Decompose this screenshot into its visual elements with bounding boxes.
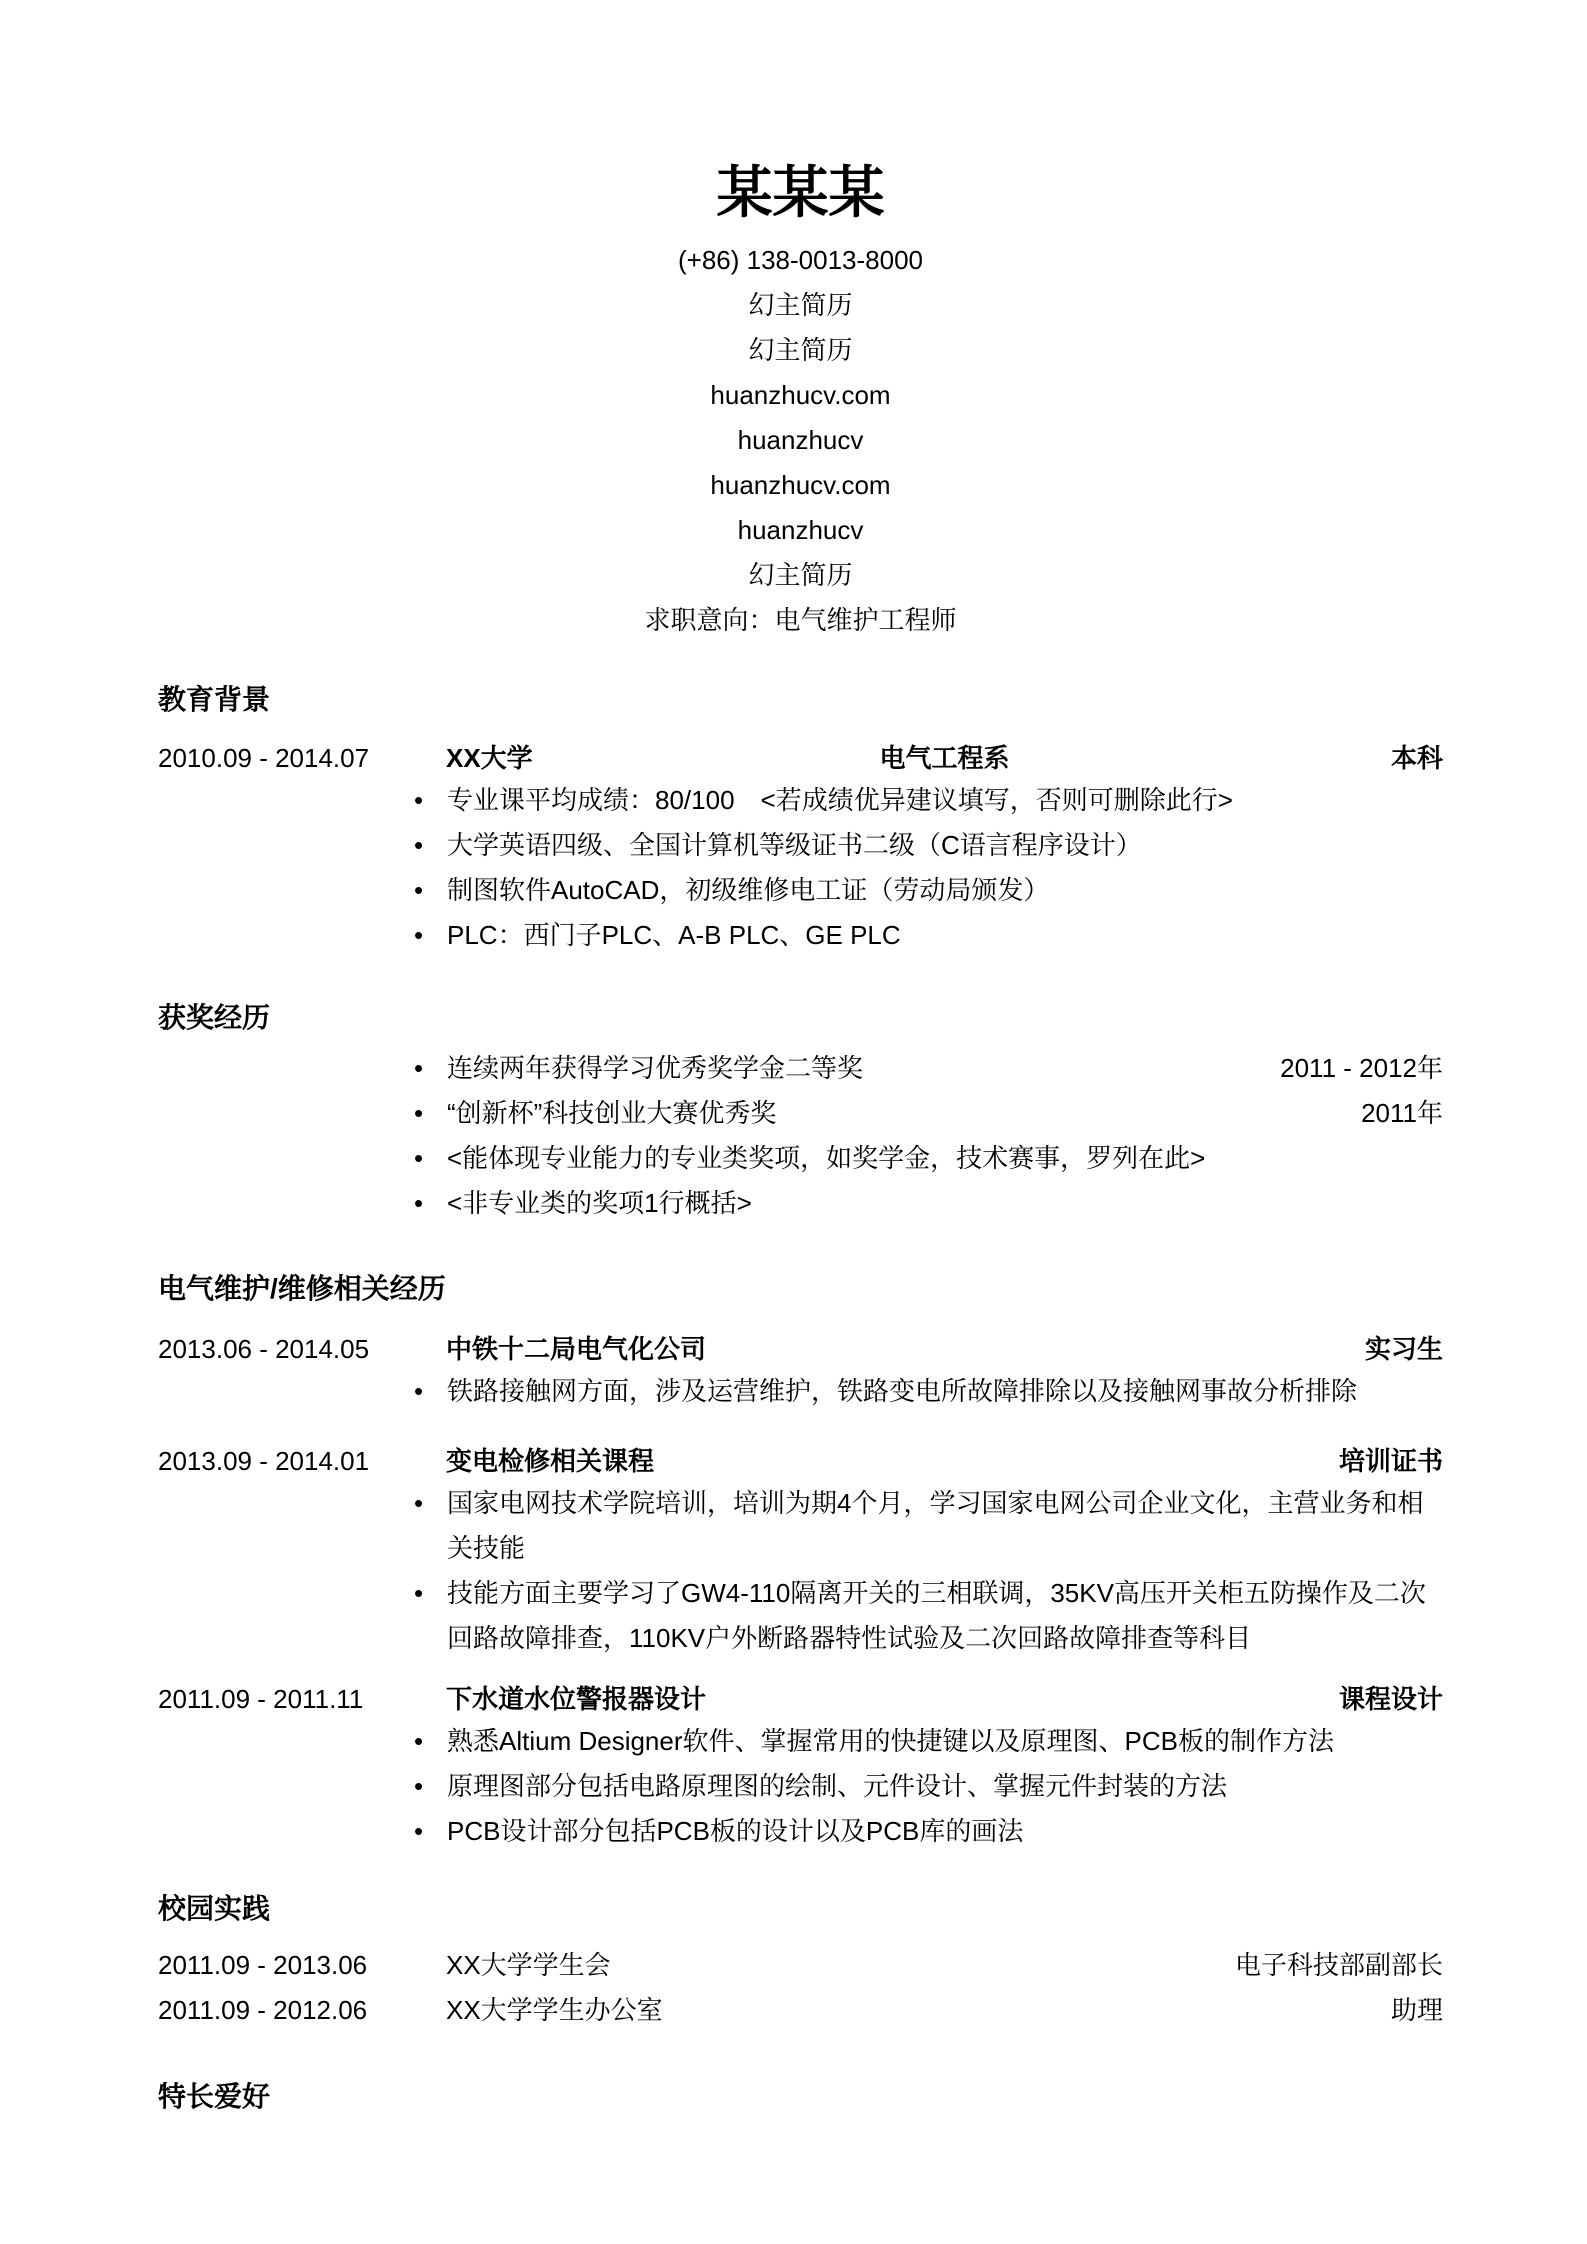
- experience-label: 实习生: [1364, 1334, 1443, 1364]
- award-text: • <能体现专业能力的专业类奖项，如奖学金，技术赛事，罗列在此>: [447, 1143, 1206, 1173]
- education-school: XX大学: [446, 743, 533, 773]
- award-item: [414, 1046, 1443, 1091]
- experience-heading: 电气维护/维修相关经历: [158, 1273, 446, 1304]
- website-handle-1: huanzhucv: [737, 425, 864, 455]
- experience-title: 变电检修相关课程: [446, 1446, 655, 1476]
- award-date: 2011 - 2012年: [1280, 1053, 1443, 1083]
- campus-title: XX大学学生办公室: [446, 1995, 663, 2025]
- experience-label: 课程设计: [1338, 1684, 1443, 1714]
- candidate-name: 某某某: [716, 161, 885, 224]
- website-url-2: huanzhucv.com: [710, 470, 891, 500]
- job-objective: 求职意向：电气维护工程师: [644, 605, 957, 635]
- experience-bullet-list: [414, 1369, 1443, 1414]
- bullet-item: • 制图软件AutoCAD，初级维修电工证（劳动局颁发）: [414, 868, 1443, 913]
- campus-entry-row: [158, 1943, 1443, 1988]
- experience-label: 培训证书: [1338, 1446, 1443, 1476]
- brand-line-3: 幻主简历: [748, 560, 853, 590]
- education-degree: 本科: [1390, 743, 1443, 773]
- section-awards: [158, 998, 1443, 1226]
- resume-header: [158, 158, 1443, 643]
- website-handle-2: huanzhucv: [737, 515, 864, 545]
- award-item: [414, 1091, 1443, 1136]
- education-date: 2010.09 - 2014.07: [158, 743, 370, 773]
- bullet-item: • 铁路接触网方面，涉及运营维护，铁路变电所故障排除以及接触网事故分析排除: [414, 1369, 1443, 1414]
- campus-date: 2011.09 - 2013.06: [158, 1950, 368, 1980]
- experience-bullet-list: [414, 1719, 1443, 1854]
- bullet-item: • 原理图部分包括电路原理图的绘制、元件设计、掌握元件封装的方法: [414, 1764, 1443, 1809]
- campus-label: 助理: [1390, 1995, 1443, 2025]
- bullet-item: • PLC：西门子PLC、A-B PLC、GE PLC: [414, 913, 1443, 958]
- campus-heading: 校园实践: [158, 1893, 271, 1924]
- bullet-item: • 专业课平均成绩：80/100 <若成绩优异建议填写，否则可删除此行>: [414, 778, 1443, 823]
- experience-date: 2013.09 - 2014.01: [158, 1446, 370, 1476]
- bullet-item: • 技能方面主要学习了GW4-110隔离开关的三相联调，35KV高压开关柜五防操作及二次回路故障排查，110KV户外断路器特性试验及二次回路故障排查等科目: [414, 1571, 1443, 1661]
- campus-title: XX大学学生会: [446, 1950, 611, 1980]
- brand-line-1: 幻主简历: [748, 290, 853, 320]
- bullet-item: • PCB设计部分包括PCB板的设计以及PCB库的画法: [414, 1809, 1443, 1854]
- education-department: 电气工程系: [879, 743, 1010, 773]
- website-url-1: huanzhucv.com: [710, 380, 891, 410]
- award-text: • “创新杯”科技创业大赛优秀奖: [447, 1098, 777, 1128]
- bullet-item: • 大学英语四级、全国计算机等级证书二级（C语言程序设计）: [414, 823, 1443, 868]
- bullet-item: • 熟悉Altium Designer软件、掌握常用的快捷键以及原理图、PCB板的制作方法: [414, 1719, 1443, 1764]
- experience-bullet-list: [414, 1481, 1443, 1661]
- hobbies-heading: 特长爱好: [158, 2081, 271, 2112]
- award-date: 2011年: [1361, 1098, 1443, 1128]
- experience-date: 2013.06 - 2014.05: [158, 1334, 370, 1364]
- section-education: [158, 680, 1443, 958]
- experience-title: 中铁十二局电气化公司: [446, 1334, 707, 1364]
- award-text: • <非专业类的奖项1行概括>: [447, 1188, 752, 1218]
- section-campus: [158, 1889, 1443, 2033]
- award-text: • 连续两年获得学习优秀奖学金二等奖: [447, 1053, 864, 1083]
- section-experience: [158, 1269, 1443, 1854]
- contact-info: [158, 238, 1443, 643]
- phone-number: (+86) 138-0013-8000: [677, 245, 924, 275]
- education-bullet-list: [414, 778, 1443, 958]
- bullet-item: • 国家电网技术学院培训，培训为期4个月，学习国家电网公司企业文化，主营业务和相关技能: [414, 1481, 1443, 1571]
- award-item: [414, 1136, 1443, 1181]
- experience-date: 2011.09 - 2011.11: [158, 1684, 364, 1714]
- awards-heading: 获奖经历: [158, 1002, 271, 1033]
- education-entry-row: [158, 738, 1443, 778]
- campus-entry-row: [158, 1988, 1443, 2033]
- experience-entry-row: [158, 1441, 1443, 1481]
- awards-bullet-list: [414, 1046, 1443, 1226]
- education-heading: 教育背景: [158, 684, 271, 715]
- experience-entry-row: [158, 1679, 1443, 1719]
- campus-label: 电子科技部副部长: [1234, 1950, 1443, 1980]
- campus-date: 2011.09 - 2012.06: [158, 1995, 368, 2025]
- experience-entry-row: [158, 1329, 1443, 1369]
- experience-title: 下水道水位警报器设计: [446, 1684, 707, 1714]
- award-item: [414, 1181, 1443, 1226]
- section-hobbies: [158, 2077, 1443, 2117]
- brand-line-2: 幻主简历: [748, 335, 853, 365]
